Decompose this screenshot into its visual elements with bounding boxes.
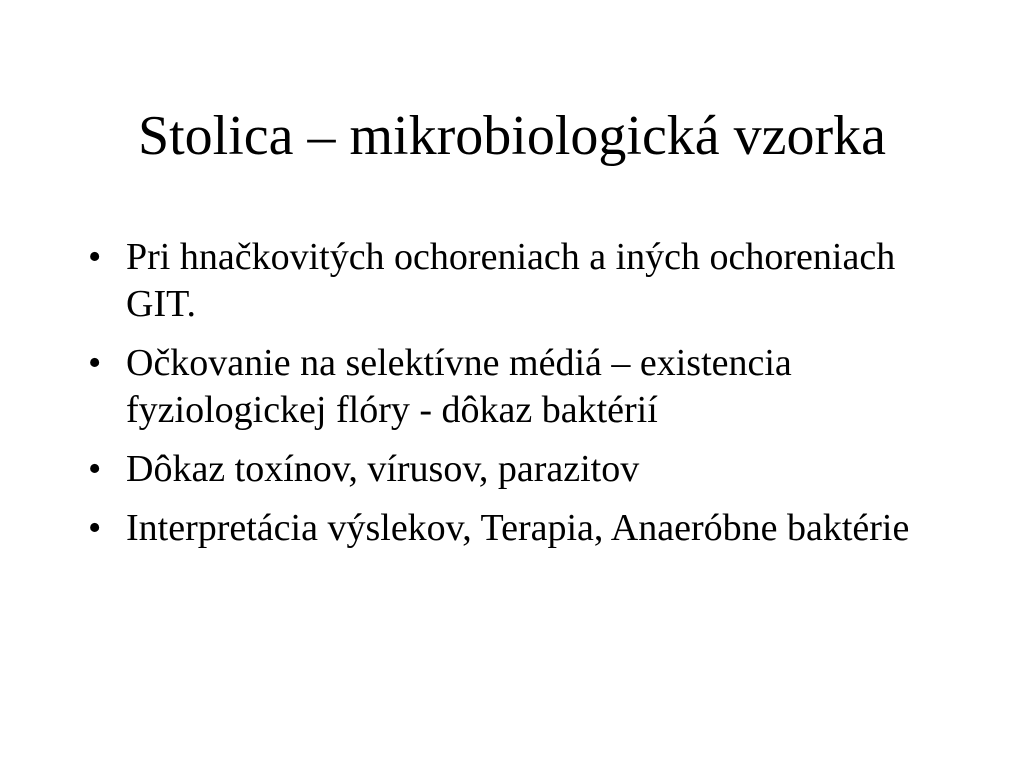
slide-title: Stolica – mikrobiologická vzorka [137, 105, 887, 167]
list-item [88, 446, 938, 493]
list-item-text: Interpretácia výslekov, Terapia, Anaeróbne baktérie [126, 507, 910, 549]
list-item [88, 505, 938, 552]
list-item-text: Dôkaz toxínov, vírusov, parazitov [126, 448, 640, 490]
bullet-icon: • [88, 342, 102, 384]
bullet-list [88, 234, 938, 564]
bullet-icon: • [88, 448, 102, 490]
list-item-text: Pri hnačkovitých ochoreniach a iných ochoreniach GIT. [126, 236, 896, 325]
bullet-icon: • [88, 236, 102, 278]
list-item [88, 234, 938, 328]
list-item [88, 340, 938, 434]
bullet-icon: • [88, 507, 102, 549]
list-item-text: Očkovanie na selektívne médiá – existencia fyziologickej flóry - dôkaz baktérií [126, 342, 792, 431]
